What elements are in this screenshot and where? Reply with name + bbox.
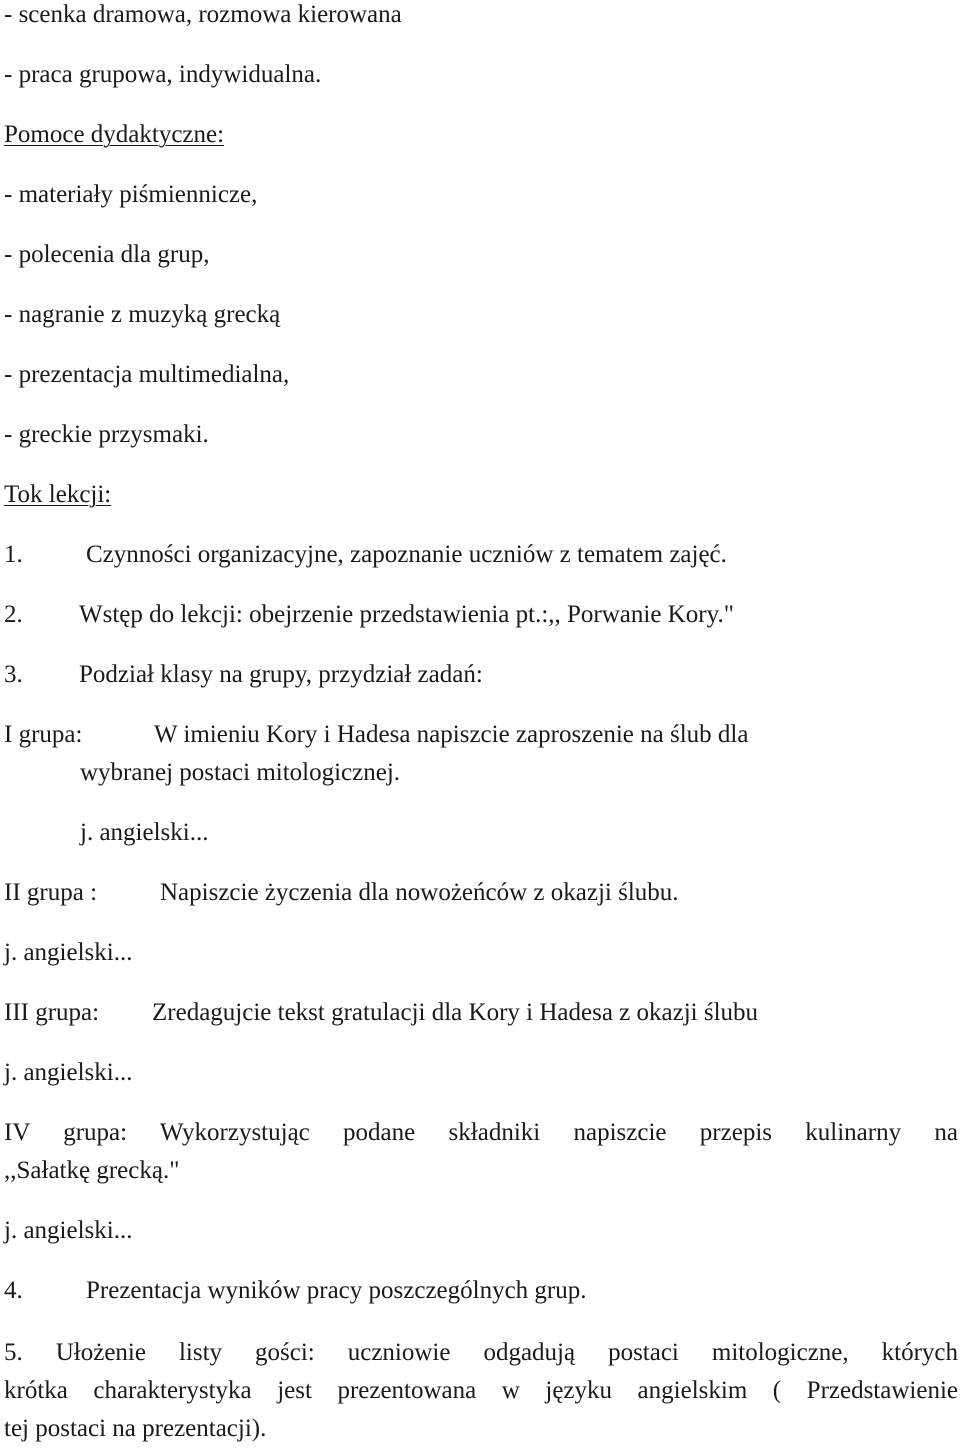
aid-item-1: - materiały piśmiennicze, [4, 181, 258, 208]
method-item-2: - praca grupowa, indywidualna. [4, 61, 322, 88]
group-1-task-continued: wybranej postaci mitologicznej. [80, 759, 401, 786]
group-4-task-continued: ,,Sałatkę grecką." [4, 1157, 180, 1184]
group-1-label: I grupa: [4, 721, 83, 748]
step-number: 3. [4, 661, 23, 688]
group-2-language: j. angielski... [4, 939, 133, 966]
group-3-row [4, 998, 758, 1028]
step-text: Wstęp do lekcji: obejrzenie przedstawienia pt.:,, Porwanie Kory." [79, 601, 734, 628]
step-text: Podział klasy na grupy, przydział zadań: [79, 661, 483, 688]
aid-item-2: - polecenia dla grup, [4, 241, 210, 268]
aid-item-3: - nagranie z muzyką grecką [4, 301, 281, 328]
method-item-1: - scenka dramowa, rozmowa kierowana [4, 1, 402, 28]
step-1 [4, 540, 727, 570]
group-3-language: j. angielski... [4, 1059, 133, 1086]
aid-item-5: - greckie przysmaki. [4, 421, 209, 448]
step-number: 1. [4, 541, 23, 568]
aids-heading: Pomoce dydaktyczne: [4, 121, 225, 148]
step-number: 4. [4, 1277, 23, 1304]
group-3-task: Zredagujcie tekst gratulacji dla Kory i Hadesa z okazji ślubu [152, 999, 759, 1026]
group-1-language: j. angielski... [80, 819, 209, 846]
step-4 [4, 1276, 587, 1306]
group-4-task: IV grupa: Wykorzystując podane składniki napiszcie przepis kulinarny na [4, 1119, 958, 1146]
step-text: Prezentacja wyników pracy poszczególnych grup. [86, 1277, 587, 1304]
step-5-line-3: tej postaci na prezentacji). [4, 1415, 267, 1442]
lesson-heading: Tok lekcji: [4, 481, 112, 508]
step-5-line-2: krótka charakterystyka jest prezentowana w języku angielskim ( Przedstawienie [4, 1377, 958, 1404]
step-5-line-1: 5. Ułożenie listy gości: uczniowie odgadują postaci mitologiczne, których [4, 1339, 958, 1366]
group-2-row [4, 878, 679, 908]
group-2-label: II grupa : [4, 879, 98, 906]
step-number: 2. [4, 601, 23, 628]
group-4-language: j. angielski... [4, 1217, 133, 1244]
step-2 [4, 600, 734, 630]
group-1-row [4, 720, 748, 750]
group-1-task: W imieniu Kory i Hadesa napiszcie zaproszenie na ślub dla [154, 721, 749, 748]
group-3-label: III grupa: [4, 999, 100, 1026]
group-2-task: Napiszcie życzenia dla nowożeńców z okazji ślubu. [160, 879, 679, 906]
aid-item-4: - prezentacja multimedialna, [4, 361, 290, 388]
step-text: Czynności organizacyjne, zapoznanie uczniów z tematem zajęć. [86, 541, 727, 568]
step-3 [4, 660, 483, 690]
